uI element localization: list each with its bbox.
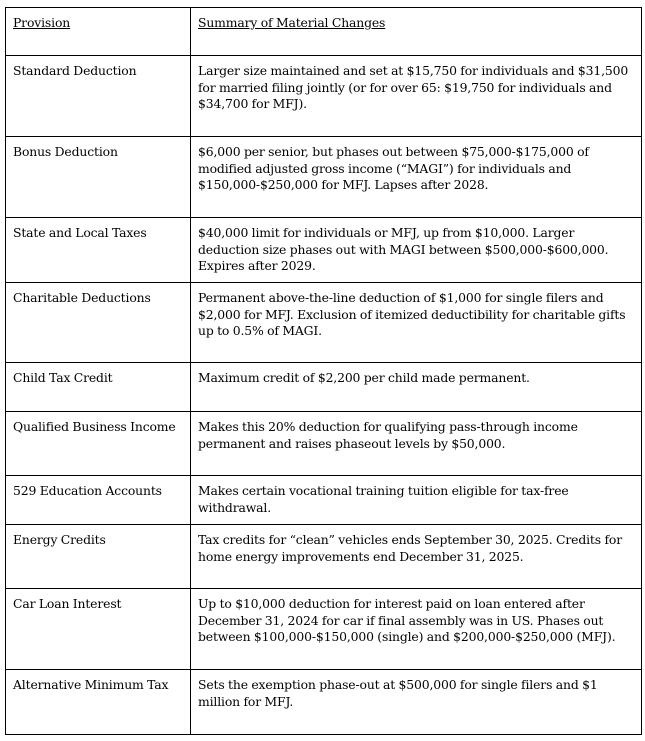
- provision-cell: [6, 56, 191, 137]
- provision-summary: Sets the exemption phase-out at $500,000 for single filers and $1 million for MFJ.: [198, 677, 598, 709]
- summary-cell: [191, 476, 642, 525]
- provision-cell: [6, 476, 191, 525]
- provision-summary: Permanent above-the-line deduction of $1,000 for single filers and $2,000 for MFJ. Exclusion of itemized deductibility for charitable gifts up to 0.5% of MAGI.: [198, 290, 626, 338]
- provision-summary: Up to $10,000 deduction for interest paid on loan entered after December 31, 2024 for car if final assembly was in US. Phases out between $100,000-$150,000 (single) and $200,000-$250,000 (MFJ).: [198, 596, 616, 644]
- table-row: [6, 218, 642, 283]
- summary-cell: [191, 56, 642, 137]
- summary-cell: [191, 589, 642, 670]
- provisions-table: [5, 7, 642, 735]
- provision-name: Bonus Deduction: [13, 144, 118, 159]
- table-header-row: [6, 8, 642, 56]
- provision-summary: $40,000 limit for individuals or MFJ, up from $10,000. Larger deduction size phases out with MAGI between $500,000-$600,000. Expires after 2029.: [198, 225, 609, 273]
- provision-name: State and Local Taxes: [13, 225, 147, 240]
- table-row: [6, 589, 642, 670]
- summary-cell: [191, 525, 642, 589]
- table-row: [6, 412, 642, 476]
- header-provision: Provision: [13, 15, 71, 30]
- provision-summary: $6,000 per senior, but phases out between $75,000-$175,000 of modified adjusted gross income (“MAGI”) for individuals and $150,000-$250,000 for MFJ. Lapses after 2028.: [198, 144, 589, 192]
- summary-cell: [191, 412, 642, 476]
- provision-summary: Tax credits for “clean” vehicles ends September 30, 2025. Credits for home energy improvements end December 31, 2025.: [198, 532, 622, 564]
- provision-cell: [6, 525, 191, 589]
- summary-cell: [191, 363, 642, 412]
- table-row: [6, 670, 642, 735]
- provision-summary: Makes this 20% deduction for qualifying pass-through income permanent and raises phaseout levels by $50,000.: [198, 419, 578, 451]
- provision-summary: Maximum credit of $2,200 per child made permanent.: [198, 370, 530, 385]
- header-cell-provision: [6, 8, 191, 56]
- summary-cell: [191, 283, 642, 363]
- provision-cell: [6, 589, 191, 670]
- provision-cell: [6, 363, 191, 412]
- table-row: [6, 363, 642, 412]
- table-row: [6, 283, 642, 363]
- provision-summary: Makes certain vocational training tuition eligible for tax-free withdrawal.: [198, 483, 569, 515]
- table-row: [6, 525, 642, 589]
- provision-cell: [6, 137, 191, 218]
- provision-summary: Larger size maintained and set at $15,750 for individuals and $31,500 for married filing jointly (or for over 65: $19,750 for individuals and $34,700 for MFJ).: [198, 63, 629, 111]
- summary-cell: [191, 670, 642, 735]
- provision-name: Car Loan Interest: [13, 596, 122, 611]
- summary-cell: [191, 218, 642, 283]
- table-row: [6, 137, 642, 218]
- header-summary: Summary of Material Changes: [198, 15, 386, 30]
- provision-name: Qualified Business Income: [13, 419, 176, 434]
- table-row: [6, 476, 642, 525]
- provision-cell: [6, 283, 191, 363]
- summary-cell: [191, 137, 642, 218]
- provision-name: Child Tax Credit: [13, 370, 113, 385]
- table-row: [6, 56, 642, 137]
- provision-name: Charitable Deductions: [13, 290, 151, 305]
- provision-name: 529 Education Accounts: [13, 483, 162, 498]
- provision-name: Standard Deduction: [13, 63, 137, 78]
- provision-cell: [6, 412, 191, 476]
- provision-name: Alternative Minimum Tax: [13, 677, 169, 692]
- provision-name: Energy Credits: [13, 532, 106, 547]
- provision-cell: [6, 218, 191, 283]
- header-cell-summary: [191, 8, 642, 56]
- provision-cell: [6, 670, 191, 735]
